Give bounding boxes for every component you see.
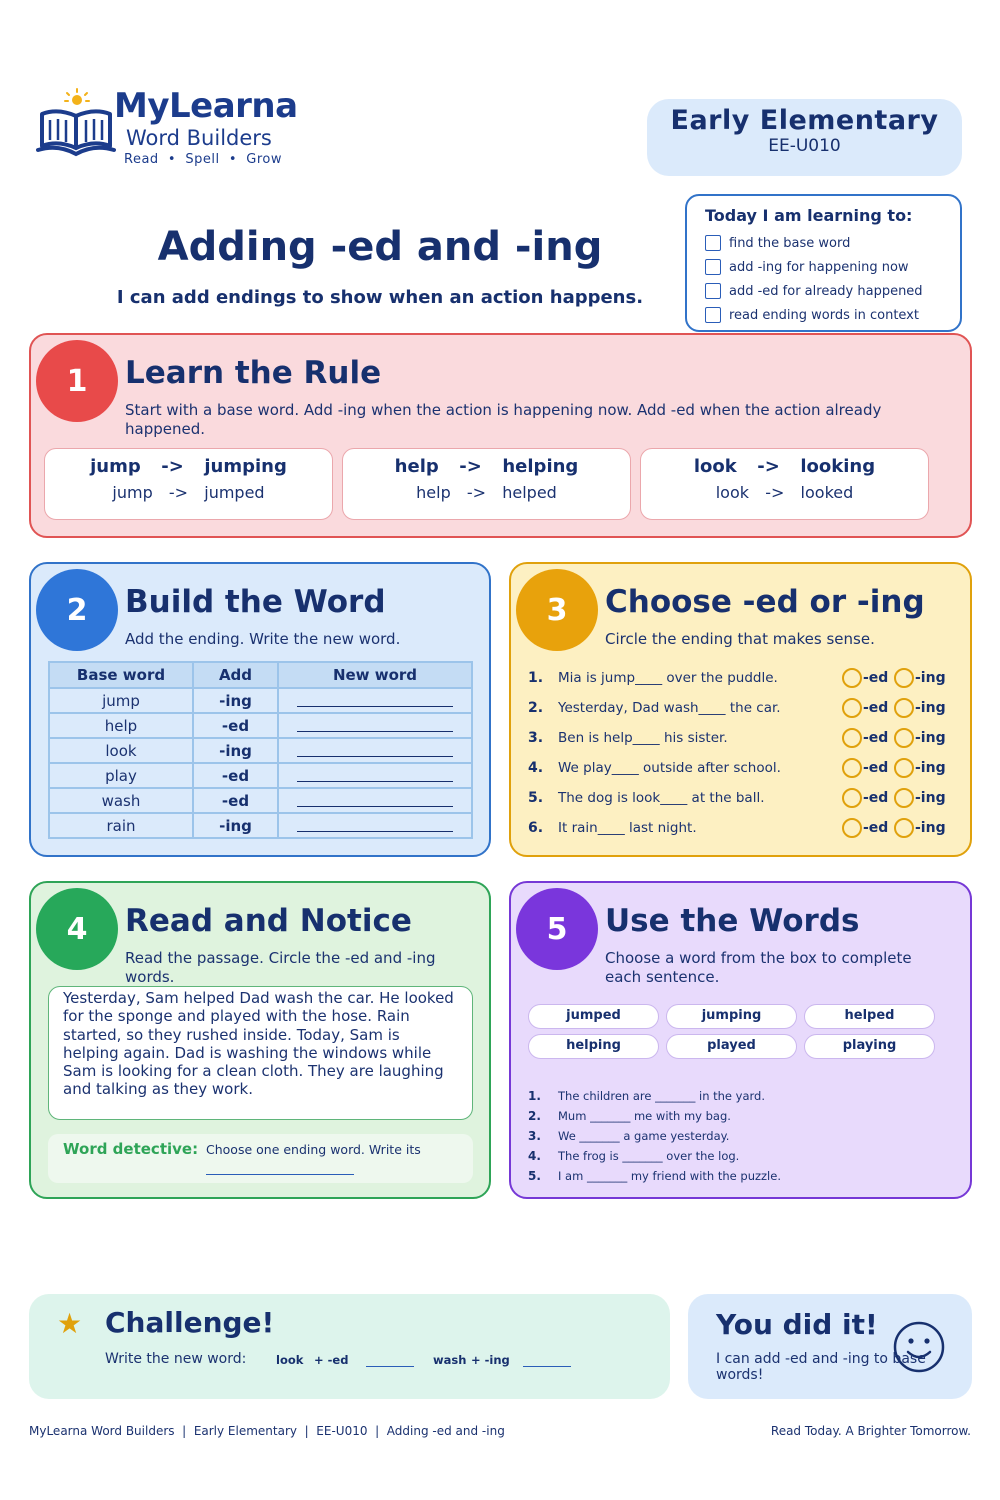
table-row (49, 788, 472, 813)
option-ed[interactable]: -ed (842, 788, 888, 808)
word-chip[interactable]: played (666, 1034, 797, 1059)
table-header-row (49, 662, 472, 688)
star-icon: ★ (57, 1307, 83, 1340)
table-row (49, 688, 472, 713)
base-word-cell: play (49, 763, 193, 788)
rule-ed-example: help -> helped (416, 483, 557, 502)
section-build-the-word (29, 562, 491, 857)
brand-name: MyLearna (114, 86, 298, 126)
page-subtitle: I can add endings to show when an action happens. (116, 287, 644, 308)
option-ing[interactable]: -ing (894, 788, 946, 808)
word-chip[interactable]: jumping (666, 1004, 797, 1029)
level-code: EE-U010 (768, 136, 841, 156)
section-choose-ending (509, 562, 972, 857)
objective-item: read ending words in context (705, 303, 960, 327)
ending-cell: -ing (193, 688, 278, 713)
new-word-answer[interactable] (278, 738, 472, 763)
column-header: Base word (49, 662, 193, 688)
section-number: 5 (516, 888, 598, 970)
objective-item: add -ing for happening now (705, 255, 960, 279)
option-ing[interactable]: -ing (894, 668, 946, 688)
checkbox[interactable] (705, 307, 721, 323)
rule-ing-example: jump -> jumping (90, 456, 287, 477)
ending-cell: -ing (193, 813, 278, 838)
word-chip[interactable]: helping (528, 1034, 659, 1059)
table-row (49, 763, 472, 788)
brand-product: Word Builders (126, 126, 272, 150)
table-row (49, 738, 472, 763)
option-ed[interactable]: -ed (842, 818, 888, 838)
section-description: Start with a base word. Add -ing when the action is happening now. Add -ed when the action already happened. (125, 401, 882, 438)
word-detective-prompt: Choose one ending word. Write its (206, 1142, 421, 1157)
column-header: New word (278, 662, 472, 688)
new-word-answer[interactable] (278, 788, 472, 813)
section-number: 1 (36, 340, 118, 422)
word-chip[interactable]: playing (804, 1034, 935, 1059)
choice-item: 2. Yesterday, Dad wash____ the car. -ed -ing (528, 700, 946, 716)
option-ed[interactable]: -ed (842, 758, 888, 778)
open-book-sun-icon (36, 88, 116, 158)
challenge-title: Challenge! (105, 1306, 275, 1339)
base-word-cell: rain (49, 813, 193, 838)
rule-example-card (342, 448, 631, 520)
new-word-answer[interactable] (278, 763, 472, 788)
base-word-cell: wash (49, 788, 193, 813)
section-title: Choose -ed or -ing (605, 584, 925, 620)
option-ed[interactable]: -ed (842, 728, 888, 748)
table-row (49, 713, 472, 738)
option-ing[interactable]: -ing (894, 758, 946, 778)
section-description: Add the ending. Write the new word. (125, 630, 401, 648)
challenge-prompt: Write the new word: (105, 1351, 247, 1367)
challenge-ending: + -ing (471, 1353, 510, 1367)
rule-ing-example: help -> helping (394, 456, 579, 477)
word-detective-answer[interactable] (206, 1174, 354, 1175)
rule-ed-example: jump -> jumped (112, 483, 265, 502)
choice-item: 6. It rain____ last night. -ed -ing (528, 820, 946, 836)
rule-example-card (640, 448, 929, 520)
footer-slogan: Read Today. A Brighter Tomorrow. (770, 1424, 971, 1438)
ending-cell: -ing (193, 738, 278, 763)
section-number: 4 (36, 888, 118, 970)
rule-example-card (44, 448, 333, 520)
base-word-cell: look (49, 738, 193, 763)
section-title: Build the Word (125, 584, 386, 620)
completion-title: You did it! (716, 1308, 878, 1341)
option-ed[interactable]: -ed (842, 668, 888, 688)
ending-cell: -ed (193, 788, 278, 813)
ending-cell: -ed (193, 763, 278, 788)
choice-item: 5. The dog is look____ at the ball. -ed -ing (528, 790, 946, 806)
brand-tagline: Read • Spell • Grow (124, 152, 283, 167)
option-ed[interactable]: -ed (842, 698, 888, 718)
base-word-cell: jump (49, 688, 193, 713)
section-title: Read and Notice (125, 903, 412, 939)
word-detective-label: Word detective: (63, 1140, 199, 1158)
new-word-answer[interactable] (278, 713, 472, 738)
option-ing[interactable]: -ing (894, 698, 946, 718)
completion-text: I can add -ed and -ing to base words! (716, 1351, 926, 1383)
reading-passage: Yesterday, Sam helped Dad wash the car. He looked for the sponge and played with the hose. Rain started, so they rushed inside. Today, Sam is helping again. Dad is washing the windows while Sam is looking for a clean cloth. They are laughing and talking as they work. (48, 986, 473, 1120)
challenge-answer-2[interactable] (523, 1366, 571, 1367)
objective-item: find the base word (705, 231, 960, 255)
section-description: Choose a word from the box to complete each sentence. (605, 949, 912, 986)
rule-ed-example: look -> looked (715, 483, 854, 502)
page-title: Adding -ed and -ing (157, 224, 603, 270)
base-word-cell: help (49, 713, 193, 738)
completion-box (688, 1294, 972, 1399)
objective-item: add -ed for already happened (705, 279, 960, 303)
build-word-table (48, 661, 473, 839)
column-header: Add (193, 662, 278, 688)
challenge-base-word: wash (433, 1353, 467, 1367)
word-chip[interactable]: helped (804, 1004, 935, 1029)
ending-cell: -ed (193, 713, 278, 738)
objectives-title: Today I am learning to: (705, 206, 913, 225)
option-ing[interactable]: -ing (894, 818, 946, 838)
section-use-the-words: 5 Use the Words Choose a word from the box to complete each sentence. jumped jumping helped helping played playing 1. The children are _______ in the yard. 2. Mum _______ me with my bag. 3. We _______ a game yesterday. 4. The frog is _______ over the log. 5. I am _______ my friend with the puzzle. (509, 881, 972, 1199)
new-word-answer[interactable] (278, 688, 472, 713)
challenge-box (29, 1294, 670, 1399)
section-read-and-notice (29, 881, 491, 1199)
section-title: Use the Words (605, 903, 860, 939)
rule-ing-example: look -> looking (693, 456, 876, 477)
level-badge (647, 99, 962, 176)
option-ing[interactable]: -ing (894, 728, 946, 748)
choice-item: 3. Ben is help____ his sister. -ed -ing (528, 730, 946, 746)
footer-info: MyLearna Word Builders | Early Elementary | EE-U010 | Adding -ed and -ing (29, 1424, 505, 1438)
new-word-answer[interactable] (278, 813, 472, 838)
section-title: Learn the Rule (125, 355, 382, 391)
challenge-answer-1[interactable] (366, 1366, 414, 1367)
section-number: 3 (516, 569, 598, 651)
choice-item: 4. We play____ outside after school. -ed -ing (528, 760, 946, 776)
section-number: 2 (36, 569, 118, 651)
choice-item: 1. Mia is jump____ over the puddle. -ed -ing (528, 670, 946, 686)
challenge-base-word: look (276, 1353, 304, 1367)
level-title: Early Elementary (670, 105, 939, 136)
section-learn-the-rule (29, 333, 972, 538)
challenge-ending: + -ed (314, 1353, 349, 1367)
smiley-face-icon (892, 1320, 946, 1374)
word-detective-box (48, 1134, 473, 1183)
section-description: Circle the ending that makes sense. (605, 630, 875, 648)
table-row (49, 813, 472, 838)
section-description: Read the passage. Circle the -ed and -ing words. (125, 949, 436, 986)
word-chip[interactable]: jumped (528, 1004, 659, 1029)
